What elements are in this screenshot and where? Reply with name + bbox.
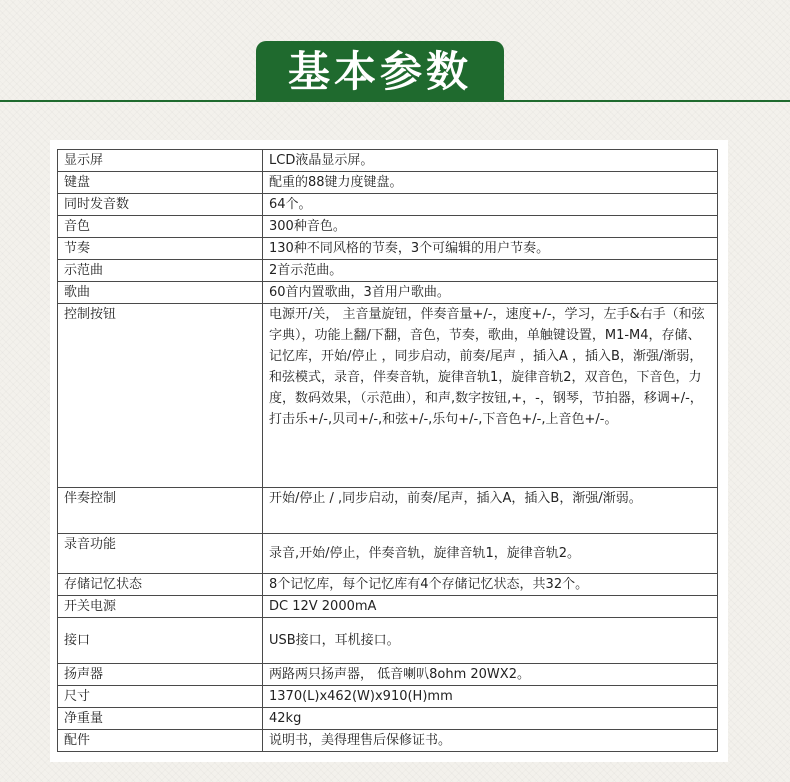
spec-row-display (58, 150, 718, 172)
spec-value: 开始/停止 / ,同步启动，前奏/尾声，插入A，插入B，渐强/渐弱。 (263, 488, 718, 534)
spec-value: 录音,开始/停止，伴奏音轨，旋律音轨1，旋律音轨2。 (263, 534, 718, 574)
spec-value: 电源开/关， 主音量旋钮，伴奏音量+/-，速度+/-，学习，左手&右手（和弦字典），功能上翻/下翻，音色，节奏，歌曲，单触键设置，M1-M4，存储、记忆库，开始/停止 ，同步启动，前奏/尾声 ，插入A ，插入B，渐强/渐弱，和弦模式，录音，伴奏音轨，旋律音轨1，旋律音轨2，双音色，下音色，力度，数码效果，（示范曲），和声,数字按钮,+，-，钢琴，节拍器，移调+/-，打击乐+/-,贝司+/-,和弦+/-,乐句+/-,下音色+/-,上音色+/-。 (263, 304, 718, 488)
spec-row-memory (58, 574, 718, 596)
spec-row-interface (58, 618, 718, 664)
spec-value: 8个记忆库，每个记忆库有4个存储记忆状态，共32个。 (263, 574, 718, 596)
spec-label: 键盘 (58, 172, 263, 194)
page-title: 基本参数 (287, 46, 472, 96)
spec-label: 净重量 (58, 708, 263, 730)
spec-row-controls (58, 304, 718, 488)
spec-label: 扬声器 (58, 664, 263, 686)
spec-row-rhythms (58, 238, 718, 260)
spec-label: 配件 (58, 730, 263, 752)
spec-label: 节奏 (58, 238, 263, 260)
spec-row-speakers (58, 664, 718, 686)
spec-value: 130种不同风格的节奏，3个可编辑的用户节奏。 (263, 238, 718, 260)
spec-row-demo (58, 260, 718, 282)
spec-label: 显示屏 (58, 150, 263, 172)
spec-row-polyphony (58, 194, 718, 216)
spec-value: USB接口，耳机接口。 (263, 618, 718, 664)
spec-row-accessories (58, 730, 718, 752)
header-divider (0, 100, 790, 102)
spec-row-power (58, 596, 718, 618)
spec-value: DC 12V 2000mA (263, 596, 718, 618)
spec-value: 1370(L)x462(W)x910(H)mm (263, 686, 718, 708)
spec-row-keyboard (58, 172, 718, 194)
spec-row-dimensions (58, 686, 718, 708)
spec-label: 接口 (58, 618, 263, 664)
spec-value: 配重的88键力度键盘。 (263, 172, 718, 194)
spec-row-recording (58, 534, 718, 574)
spec-value: LCD液晶显示屏。 (263, 150, 718, 172)
spec-label: 示范曲 (58, 260, 263, 282)
spec-panel (50, 140, 728, 762)
title-banner (256, 41, 504, 102)
spec-row-voices (58, 216, 718, 238)
spec-value: 说明书，美得理售后保修证书。 (263, 730, 718, 752)
spec-value: 60首内置歌曲，3首用户歌曲。 (263, 282, 718, 304)
spec-row-weight (58, 708, 718, 730)
spec-label: 尺寸 (58, 686, 263, 708)
spec-label: 音色 (58, 216, 263, 238)
spec-label: 开关电源 (58, 596, 263, 618)
spec-label: 录音功能 (58, 534, 263, 574)
spec-label: 伴奏控制 (58, 488, 263, 534)
spec-value: 2首示范曲。 (263, 260, 718, 282)
spec-value: 64个。 (263, 194, 718, 216)
spec-label: 同时发音数 (58, 194, 263, 216)
spec-label: 控制按钮 (58, 304, 263, 488)
spec-value: 42kg (263, 708, 718, 730)
spec-table (57, 149, 718, 752)
spec-value: 300种音色。 (263, 216, 718, 238)
spec-row-accompaniment (58, 488, 718, 534)
spec-label: 存储记忆状态 (58, 574, 263, 596)
spec-value: 两路两只扬声器， 低音喇叭8ohm 20WX2。 (263, 664, 718, 686)
spec-row-songs (58, 282, 718, 304)
spec-label: 歌曲 (58, 282, 263, 304)
